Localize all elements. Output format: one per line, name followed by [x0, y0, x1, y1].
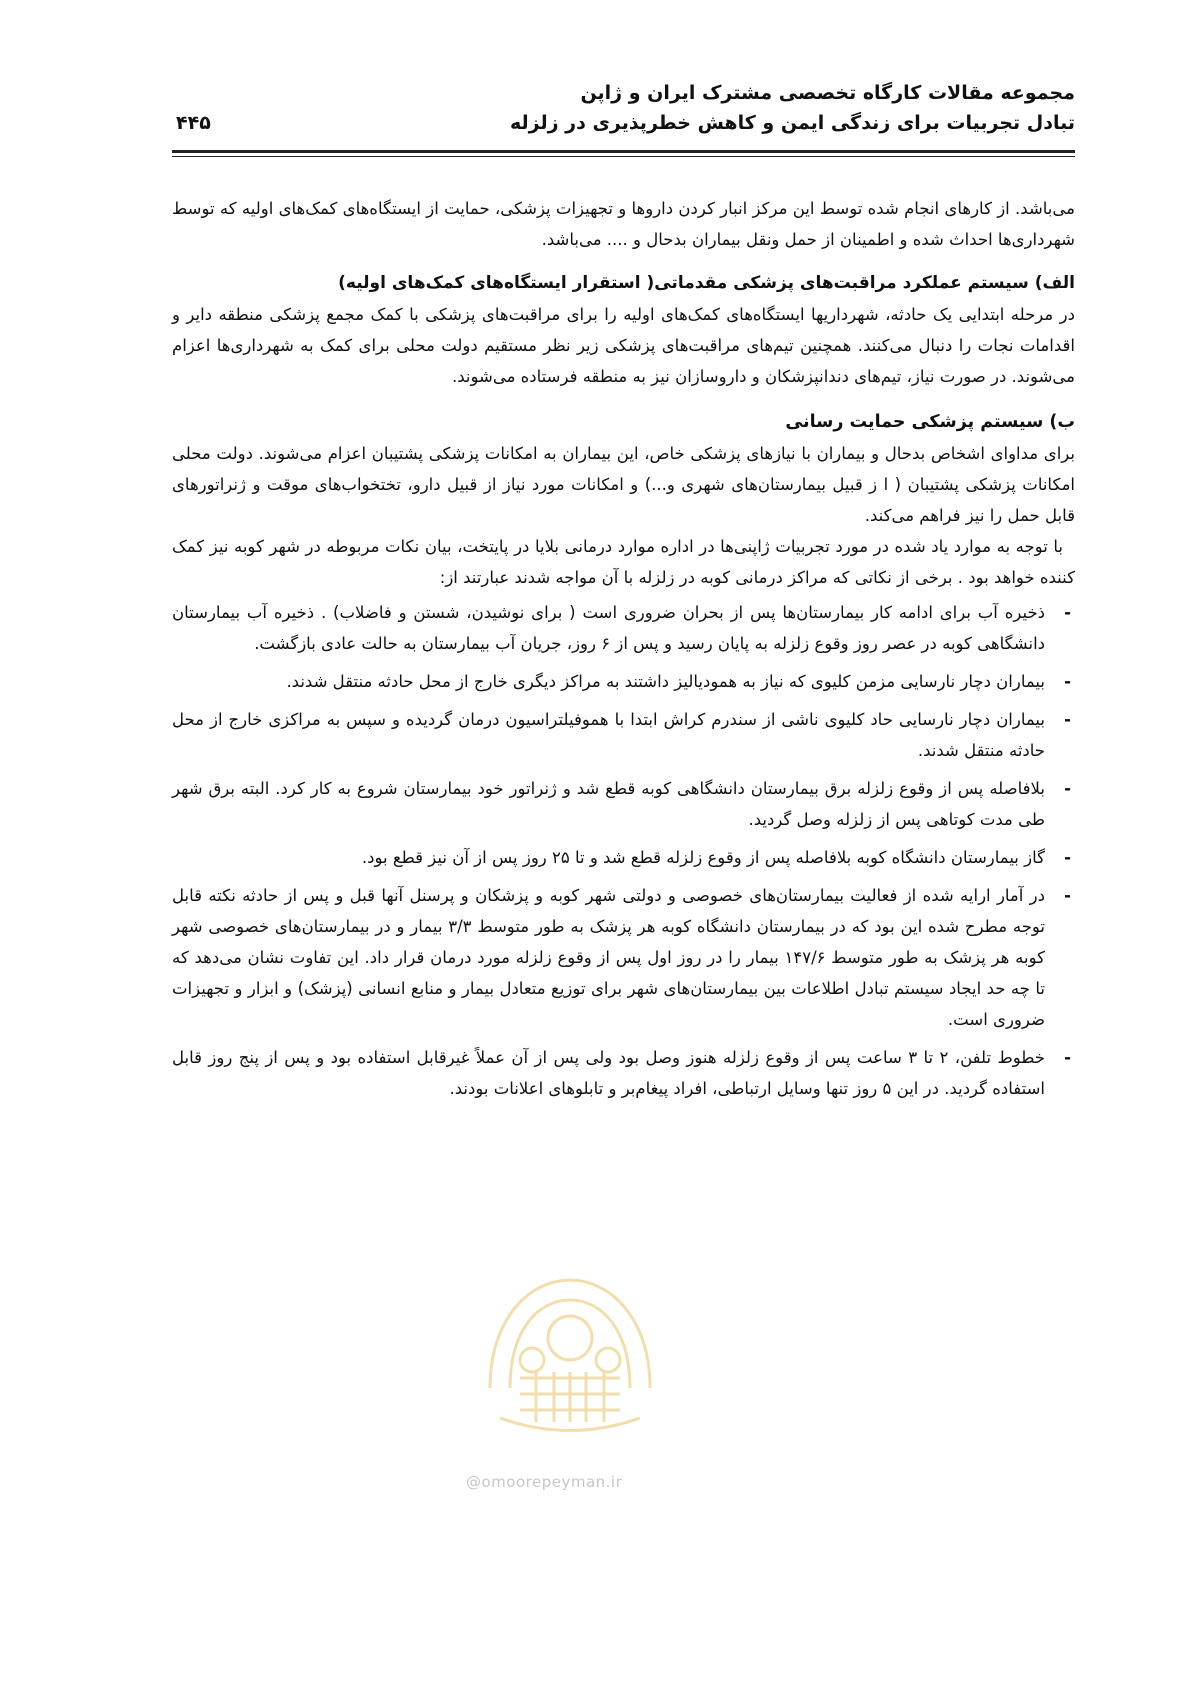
- page-number: ۴۴۵: [176, 112, 211, 134]
- list-item: - گاز بیمارستان دانشگاه کوبه بلافاصله پس از وقوع زلزله قطع شد و تا ۲۵ روز پس از آن نیز قطع بود.: [172, 842, 1075, 873]
- header-divider: [172, 150, 1075, 157]
- section-a-heading: الف) سیستم عملکرد مراقبت‌های پزشکی مقدماتی( استقرار ایستگاه‌های کمک‌های اولیه): [338, 273, 1075, 293]
- watermark-url: @omoorepeyman.ir: [466, 1473, 623, 1491]
- kobe-lessons-list: [172, 597, 1075, 1104]
- header-title-line-1: مجموعه مقالات کارگاه تخصصی مشترک ایران و ژاپن: [580, 82, 1075, 104]
- list-item: - در آمار ارایه شده از فعالیت بیمارستان‌های خصوصی و دولتی شهر کوبه و پزشکان و پرسنل آنها قبل و پس از حادثه نکته قابل توجه مطرح شده این بود که در بیمارستان دانشگاه کوبه هر پزشک به طور متوسط ۳/۳ بیمار و در بیمارستان‌های خصوصی شهر کوبه هر پزشک به طور متوسط ۱۴۷/۶ بیمار را در روز اول پس از وقوع زلزله مورد درمان قرار داد. این تفاوت نشان می‌دهد که تا چه حد ایجاد سیستم تبادل اطلاعات بین بیمارستان‌های شهر برای توزیع متعادل بیمار و منابع انسانی (پزشک) و ابزار و تجهیزات ضروری است.: [172, 880, 1075, 1035]
- section-b-paragraph: برای مداوای اشخاص بدحال و بیماران با نیازهای پزشکی خاص، این بیماران به امکانات پزشکی پشتیبان اعزام می‌شوند. دولت محلی امکانات پزشکی پشتیبان ( ا ز قبیل بیمارستان‌های شهری و...) و امکانات مورد نیاز از قبیل دارو، تختخواب‌های موقت و ژنراتورهای قابل حمل را نیز فراهم می‌کند.: [172, 444, 1075, 525]
- header-title-line-2: تبادل تجربیات برای زندگی ایمن و کاهش خطرپذیری در زلزله: [510, 112, 1075, 134]
- list-item: - ذخیره آب برای ادامه کار بیمارستان‌ها پس از بحران ضروری است ( برای نوشیدن، شستن و فاضلاب) . ذخیره آب بیمارستان دانشگاهی کوبه در عصر روز وقوع زلزله به پایان رسید و پس از ۶ روز، جریان آب بیمارستان به حالت عادی بازگشت.: [172, 597, 1075, 659]
- list-item: - بیماران دچار نارسایی حاد کلیوی ناشی از سندرم کراش ابتدا با هموفیلتراسیون درمان گردیده و سپس به مراکزی خارج از محل حادثه منتقل شدند.: [172, 704, 1075, 766]
- article-body: [172, 193, 1075, 1111]
- watermark-seal-icon: [470, 1268, 670, 1438]
- list-item: - بلافاصله پس از وقوع زلزله برق بیمارستان دانشگاهی کوبه قطع شد و ژنراتور خود بیمارستان شروع به کار کرد. البته برق شهر طی مدت کوتاهی پس از زلزله وصل گردید.: [172, 773, 1075, 835]
- page-header: [275, 78, 1075, 138]
- section-a-paragraph: در مرحله ابتدایی یک حادثه، شهرداریها ایستگاه‌های کمک‌های اولیه را برای مراقبت‌های پزشکی با کمک مجمع پزشکی منطقه دایر و اقدامات نجات را دنبال می‌کنند. همچنین تیم‌های مراقبت‌های پزشکی زیر نظر مستقیم دولت محلی برای کمک به شهرداری‌ها اعزام می‌شوند. در صورت نیاز، تیم‌های دندانپزشکان و داروسازان نیز به منطقه فرستاده می‌شوند.: [172, 305, 1075, 386]
- intro-paragraph: می‌باشد. از کارهای انجام شده توسط این مرکز انبار کردن داروها و تجهیزات پزشکی، حمایت از ایستگاه‌های کمک‌های اولیه که توسط شهرداری‌ها احداث شده و اطمینان از حمل ونقل بیماران بدحال و .... می‌باشد.: [172, 199, 1075, 249]
- list-item: - خطوط تلفن، ۲ تا ۳ ساعت پس از وقوع زلزله هنوز وصل بود ولی پس از آن عملاً غیرقابل استفاده بود و پس از پنج روز قابل استفاده گردید. در این ۵ روز تنها وسایل ارتباطی، افراد پیغام‌بر و تابلوهای اعلانات بودند.: [172, 1042, 1075, 1104]
- section-b-heading: ب) سیستم پزشکی حمایت رسانی: [785, 412, 1075, 432]
- transition-paragraph: با توجه به موارد یاد شده در مورد تجربیات ژاپنی‌ها در اداره موارد درمانی بلایا در پایتخت، بیان نکات مربوطه در شهر کوبه نیز کمک کننده خواهد بود . برخی از نکاتی که مراکز درمانی کوبه در زلزله با آن مواجه شدند عبارتند از:: [172, 537, 1075, 587]
- list-item: - بیماران دچار نارسایی مزمن کلیوی که نیاز به همودیالیز داشتند به مراکز دیگری خارج از محل حادثه منتقل شدند.: [172, 666, 1075, 697]
